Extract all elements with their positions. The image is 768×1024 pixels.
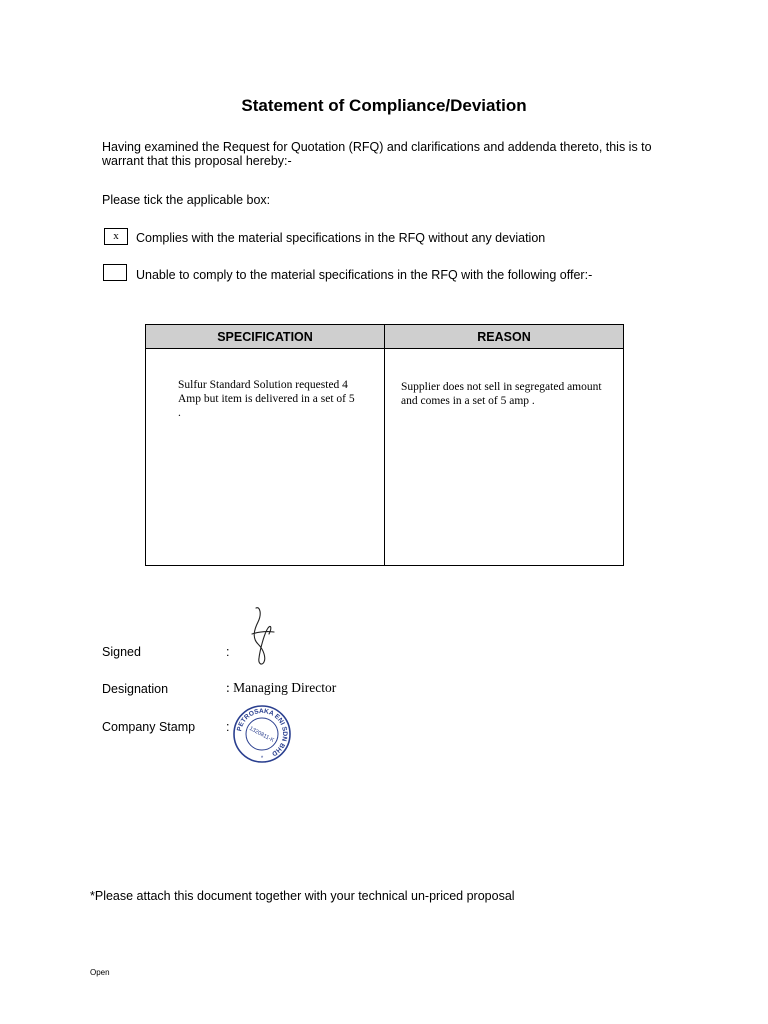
company-stamp-colon: : <box>226 720 230 734</box>
comply-checkbox[interactable]: x <box>104 228 128 245</box>
deviation-checkbox[interactable] <box>103 264 127 281</box>
svg-text:1320811-K: 1320811-K <box>248 725 275 744</box>
document-title: Statement of Compliance/Deviation <box>241 96 527 115</box>
svg-text:*: * <box>260 756 264 762</box>
specification-table <box>145 324 624 566</box>
signature-image <box>244 604 284 668</box>
intro-paragraph: Having examined the Request for Quotation (RFQ) and clarifications and addenda thereto, this is to warrant that this proposal hereby:- <box>102 140 652 168</box>
reason-header: REASON <box>385 325 624 349</box>
specification-cell <box>146 349 385 566</box>
signed-colon: : <box>226 645 230 659</box>
specification-text: Sulfur Standard Solution requested 4 Amp but item is delivered in a set of 5 . <box>178 379 355 419</box>
svg-text:PETROSAKA ENI SDN BHD: PETROSAKA ENI SDN BHD <box>236 707 289 758</box>
reason-cell <box>385 349 624 566</box>
reason-text: Supplier does not sell in segregated amount and comes in a set of 5 amp . <box>401 381 602 407</box>
company-stamp-image <box>232 704 292 764</box>
table-row <box>146 349 624 566</box>
deviation-option-label: Unable to comply to the material specifications in the RFQ with the following offer:- <box>136 268 593 282</box>
signed-label: Signed <box>102 645 141 659</box>
comply-option-label: Complies with the material specifications in the RFQ without any deviation <box>136 231 546 245</box>
designation-value: : Managing Director <box>226 680 337 695</box>
specification-header: SPECIFICATION <box>146 325 385 349</box>
designation-label: Designation <box>102 682 169 696</box>
footnote: *Please attach this document together with your technical un-priced proposal <box>90 889 515 903</box>
classification-label: Open <box>90 968 110 977</box>
company-stamp-label: Company Stamp <box>102 720 196 734</box>
instruction-text: Please tick the applicable box: <box>102 193 271 207</box>
